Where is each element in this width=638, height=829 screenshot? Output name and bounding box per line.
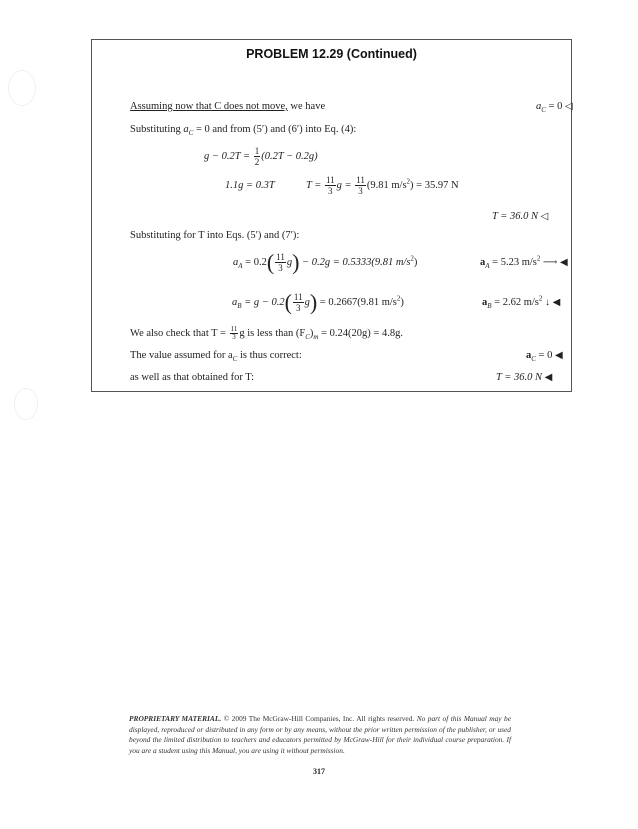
tension-result: T = 36.0 N ◁ — [492, 211, 549, 222]
assumption-rest: we have — [287, 101, 326, 112]
equation-1: g − 0.2T = $\frac{1}{2}$ (0.2T − 0.2g) — [204, 146, 318, 167]
ac-zero-result: $a_C = 0$ ◁ — [536, 101, 573, 115]
assumption-line — [130, 101, 325, 112]
assumption-underlined: Assuming now that C does not move, — [130, 101, 288, 112]
open-triangle-marker-icon: ◁ — [564, 101, 573, 112]
substitution-line: Substituting $a_C = 0$ and from (5′) and (6′) into Eq. (4): — [130, 124, 357, 138]
check-line: We also check that T = $\frac{11}{3}$ g is less than $(F_C)_m = 0.24(20g) = 4.8g$. — [130, 325, 403, 341]
filled-triangle-marker-icon: ◀ — [559, 257, 568, 268]
aswell-line: as well as that obtained for T: — [130, 372, 255, 383]
copyright-footer: PROPRIETARY MATERIAL. © 2009 The McGraw-Hill Companies, Inc. All rights reserved. No part of this Manual may be displayed, reproduced or distributed in any form or by any means, without the prior written permission of the publisher, or used beyond the limited distribution to teachers and educators permitted by McGraw-Hill for their individual course preparation. If you are a student using this Manual, you are using it without permission. — [129, 714, 511, 756]
arrow-right-icon: ⟶ — [543, 257, 558, 268]
arrow-down-icon: ↓ — [545, 297, 550, 308]
filled-triangle-marker-icon: ◀ — [554, 350, 563, 361]
ac-final-result: $a_C = 0$ ◀ — [526, 350, 563, 364]
acceleration-a-result: $a_A = 5.23$ $m/s^2$ ⟶ ◀ — [480, 254, 568, 271]
open-triangle-marker-icon: ◁ — [540, 211, 549, 222]
filled-triangle-marker-icon: ◀ — [544, 372, 553, 383]
correct-line: The value assumed for $a_C$ is thus correct: — [130, 350, 302, 364]
substitution-line-2: Substituting for T into Eqs. (5′) and (7′): — [130, 230, 300, 241]
equation-b: $a_B = g - 0.2$( $\frac{11}{3}$ g) = 0.2667(9.81 $m/s^2$) — [232, 289, 404, 315]
acceleration-b-result: $a_B = 2.62$ $m/s^2$ ↓ ◀ — [482, 294, 561, 311]
scan-smudge — [14, 388, 38, 420]
fraction: $\frac{11}{3}$ — [356, 175, 365, 196]
equation-a: $a_A = 0.2$( $\frac{11}{3}$ g) − 0.2g = 0.5333(9.81 $m/s^2$) — [233, 249, 418, 275]
equation-2: 1.1g = 0.3T T = $\frac{11}{3}$ g = $\frac{11}{3}$ (9.81 $m/s^2) = 35.97$ N — [225, 175, 459, 196]
tension-final-result: T = 36.0 N ◀ — [496, 372, 553, 383]
fraction: $\frac{11}{3}$ — [325, 175, 335, 196]
fraction: $\frac{1}{2}$ — [254, 146, 260, 167]
page-number: 317 — [313, 767, 325, 776]
fraction: $\frac{11}{3}$ — [230, 325, 238, 341]
filled-triangle-marker-icon: ◀ — [552, 297, 561, 308]
scan-smudge — [8, 70, 36, 106]
problem-title: PROBLEM 12.29 (Continued) — [246, 47, 417, 61]
fraction: $\frac{11}{3}$ — [293, 292, 303, 313]
fraction: $\frac{11}{3}$ — [276, 252, 285, 273]
